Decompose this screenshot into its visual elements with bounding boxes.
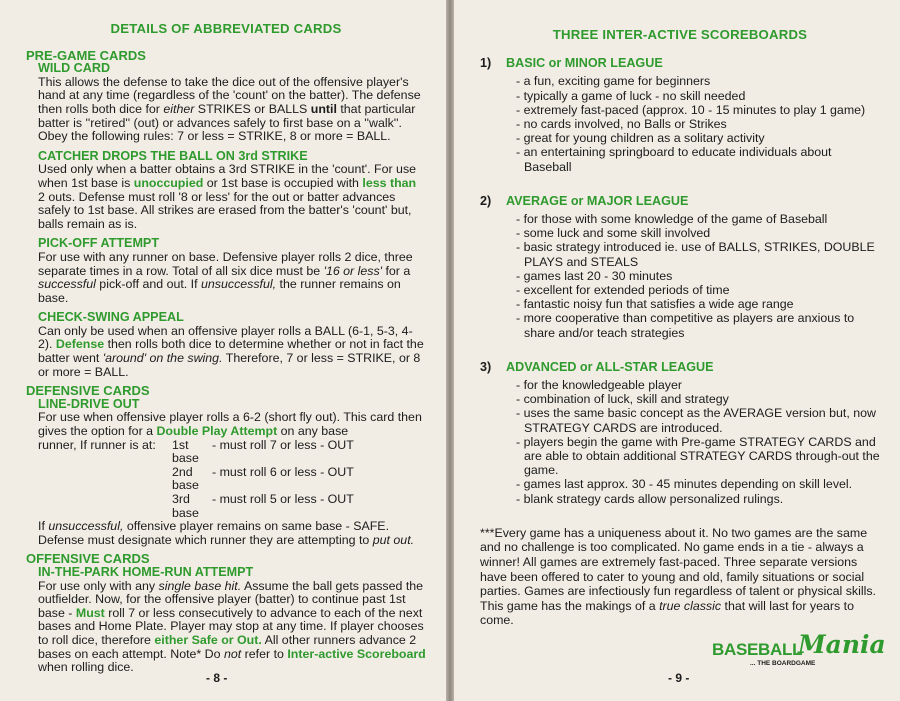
list-item: - a fun, exciting game for beginners — [516, 74, 711, 89]
pregame-cards-heading: PRE-GAME CARDS — [26, 47, 146, 63]
list-item: - basic strategy introduced ie. use of BALLS, STRIKES, DOUBLE PLAYS and STEALS — [516, 240, 875, 269]
list-item: - typically a game of luck - no skill needed — [516, 88, 746, 103]
logo-tagline: ... THE BOARDGAME — [750, 660, 816, 667]
wild-card-text: This allows the defense to take the dice out of the offensive player's hand at any time (regardless of the 'count' on the batter). The defense then rolls both dice for either STRIKES or BALLS until that particular batter is ''retired'' (out) or advances safely to first base on a ''walk''. Obey the following rules: 7 or less = STRIKE, 8 or more = BALL. — [38, 74, 421, 144]
wild-card-heading: WILD CARD — [38, 61, 111, 76]
list-item: - games last 20 - 30 minutes — [516, 268, 673, 283]
list-item: - uses the same basic concept as the AVERAGE version but, now STRATEGY CARDS are introduced. — [516, 406, 876, 435]
closing-paragraph: ***Every game has a uniqueness about it. No two games are the same and no challenge is too complicated. No game ends in a tie - always a winner! All games are extremely fast-paced. Three separate versions have been offered to cater to young and old, family situations or social parties. Games are infectiously fun regardless of talent or physical skills. This game has the makings of a true classic that will last for years to come. — [480, 525, 876, 628]
league-number: 3) — [480, 359, 492, 374]
check-swing-text: Can only be used when an offensive player rolls a BALL (6-1, 5-3, 4-2). Defense then rolls both dice to determine whether or not in fact the batter went 'around' on the swing. Therefore, 7 or less = STRIKE, or 8 or more = BALL. — [38, 323, 424, 379]
home-run-heading: IN-THE-PARK HOME-RUN ATTEMPT — [38, 564, 254, 579]
list-item: - an entertaining springboard to educate individuals about Baseball — [516, 145, 832, 174]
league-basic — [480, 56, 880, 174]
page-9 — [454, 0, 900, 701]
list-item: - great for young children as a solitary activity — [516, 131, 765, 146]
catcher-drops-text: Used only when a batter obtains a 3rd STRIKE in the 'count'. For use when 1st base is unoccupied or 1st base is occupied with less than 2 outs. Defense must roll '8 or less' for the out or batter advances safely to 1st base. All strikes are erased from the batter's 'count' but, balls remain as is. — [38, 162, 417, 231]
league-number: 2) — [480, 193, 492, 208]
line-drive-heading: LINE-DRIVE OUT — [38, 396, 140, 411]
book-gutter — [446, 0, 454, 701]
logo-word-mania: Mania — [798, 630, 886, 659]
list-item: - no cards involved, no Balls or Strikes — [516, 117, 727, 132]
check-swing-heading: CHECK-SWING APPEAL — [38, 310, 184, 325]
line-drive-text-2: If unsuccessful, offensive player remains on same base - SAFE. Defense must designate which runner they are attempting to put out. — [38, 519, 415, 547]
page-8 — [0, 0, 446, 701]
page-number-9: - 9 - — [668, 671, 690, 685]
league-average — [480, 194, 880, 340]
list-item: - games last approx. 30 - 45 minutes depending on skill level. — [516, 477, 853, 492]
list-item: - for the knowledgeable player — [516, 378, 682, 393]
defensive-cards-heading: DEFENSIVE CARDS — [26, 383, 150, 399]
pickoff-text: For use with any runner on base. Defensive player rolls 2 dice, three separate times in a row. Total of all six dice must be '16 or less' for a successful pick-off and out. If unsuccessful, the runner remains on base. — [38, 249, 413, 305]
pickoff-heading: PICK-OFF ATTEMPT — [38, 236, 160, 251]
list-item: - blank strategy cards allow personalized rulings. — [516, 491, 784, 506]
left-page-content — [26, 20, 426, 675]
line-drive-table — [26, 439, 426, 521]
list-item: - combination of luck, skill and strategy — [516, 392, 729, 407]
table-row: 2nd base - must roll 6 or less - OUT — [172, 464, 354, 493]
list-item: - fantastic noisy fun that satisfies a wide age range — [516, 297, 794, 312]
table-row: 3rd base - must roll 5 or less - OUT — [172, 492, 354, 520]
baseball-mania-logo — [712, 628, 886, 674]
line-drive-text: For use when offensive player rolls a 6-2 (short fly out). This card then gives the option for a Double Play Attempt on any base — [38, 410, 422, 439]
right-page-content — [480, 26, 880, 628]
offensive-cards-heading: OFFENSIVE CARDS — [26, 551, 150, 567]
left-page-title: DETAILS OF ABBREVIATED CARDS — [110, 21, 342, 36]
league-name: ADVANCED or ALL-STAR LEAGUE — [506, 359, 714, 374]
catcher-drops-heading: CATCHER DROPS THE BALL ON 3rd STRIKE — [38, 148, 308, 163]
list-item: - some luck and some skill involved — [516, 226, 711, 241]
league-advanced-list — [480, 378, 880, 506]
list-item: - for those with some knowledge of the game of Baseball — [516, 212, 828, 227]
league-name: AVERAGE or MAJOR LEAGUE — [506, 193, 689, 208]
table-row: runner, If runner is at: 1st base - must roll 7 or less - OUT — [38, 437, 354, 466]
league-average-list — [480, 212, 880, 340]
league-name: BASIC or MINOR LEAGUE — [506, 56, 663, 71]
list-item: - extremely fast-paced (approx. 10 - 15 minutes to play 1 game) — [516, 102, 866, 117]
league-number: 1) — [480, 56, 492, 71]
list-item: - more cooperative than competitive as players are anxious to share and/or teach strategies — [516, 311, 855, 340]
list-item: - players begin the game with Pre-game STRATEGY CARDS and are able to obtain additional STRATEGY CARDS through-out the game. — [516, 434, 880, 478]
list-item: - excellent for extended periods of time — [516, 283, 730, 298]
right-page-title: THREE INTER-ACTIVE SCOREBOARDS — [552, 27, 808, 42]
page-number-8: - 8 - — [206, 671, 228, 685]
home-run-text: For use only with any single base hit. Assume the ball gets passed the outfielder. Now, for the offensive player (batter) to continue past 1st base - Must roll 7 or less consecutively to advance to each of the next bases and Home Plate. Player may stop at any time. If player chooses to roll dice, therefore either Safe or Out. All other runners advance 2 bases on each attempt. Note* Do not refer to Inter-active Scoreboard when rolling dice. — [38, 578, 426, 675]
logo-word-baseball: BASEBALL — [712, 640, 803, 659]
league-basic-list — [480, 74, 880, 173]
league-advanced — [480, 360, 880, 506]
